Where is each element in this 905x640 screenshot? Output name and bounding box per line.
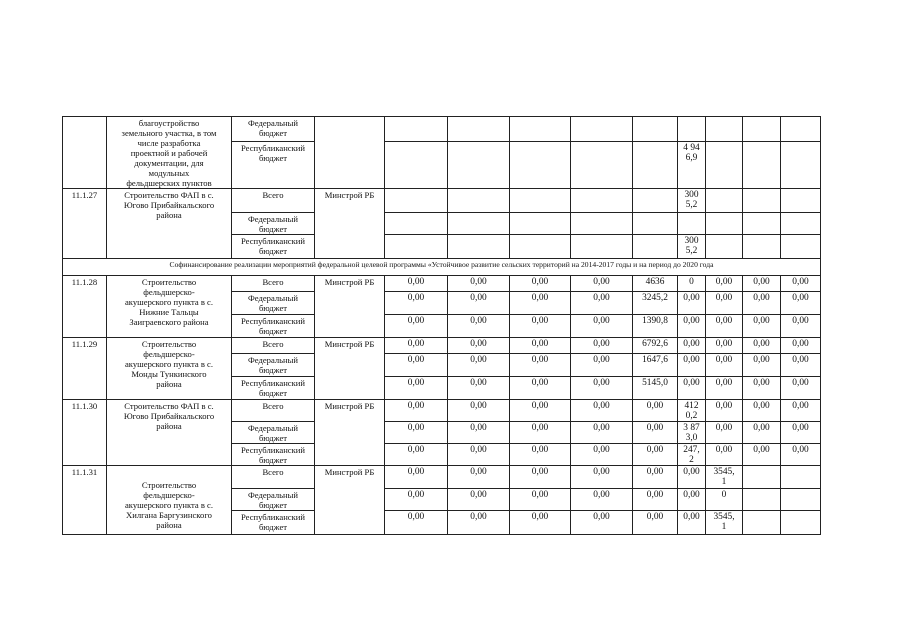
cell-line: фельдшерско- (143, 287, 195, 297)
table-cell: 0,00 (706, 422, 743, 444)
table-cell: 0,00 (678, 292, 706, 315)
funding-source (232, 466, 315, 489)
table-cell: 0,00 (743, 292, 781, 315)
cell-line: 6,9 (685, 153, 698, 163)
table-cell: 0,00 (706, 377, 743, 400)
table-cell (510, 189, 571, 213)
measure-name (107, 400, 232, 466)
cell-line: фельдшерских пунктов (126, 178, 212, 188)
cell-line: Федеральный (247, 214, 299, 224)
table-cell: 0,00 (448, 511, 510, 535)
cell-line: Республиканский (241, 143, 305, 153)
table-cell: 0,00 (385, 354, 448, 377)
table-cell: 3245,2 (633, 292, 678, 315)
table-cell (678, 235, 706, 259)
table-cell: 0,00 (385, 422, 448, 444)
table-cell (678, 444, 706, 466)
table-cell (633, 117, 678, 142)
funding-source (232, 422, 315, 444)
table-cell: 0,00 (743, 354, 781, 377)
table-cell: 0,00 (385, 292, 448, 315)
table-cell (448, 235, 510, 259)
table-cell: 0,00 (448, 338, 510, 354)
table-cell: 0,00 (385, 338, 448, 354)
cell-line: бюджет (258, 455, 288, 465)
budget-table (62, 116, 821, 535)
table-cell: Минстрой РБ (315, 400, 385, 466)
table-cell (678, 142, 706, 189)
table-cell: 0,00 (571, 354, 633, 377)
table-cell (781, 189, 821, 213)
table-cell: 0,00 (571, 422, 633, 444)
table-cell: 0,00 (633, 422, 678, 444)
table-cell: 0,00 (743, 377, 781, 400)
cell-line: акушерского пункта в с. (124, 359, 214, 369)
table-cell (706, 466, 743, 489)
funding-source (232, 511, 315, 535)
table-cell (678, 422, 706, 444)
table-cell: 0,00 (781, 400, 821, 422)
table-cell: 0,00 (385, 466, 448, 489)
cell-line: бюджет (258, 246, 288, 256)
table-cell: 0,00 (448, 422, 510, 444)
cell-line: бюджет (258, 500, 288, 510)
funding-source (232, 444, 315, 466)
cell-line: 1 (721, 522, 727, 532)
cell-line: Югово Прибайкальского (123, 200, 215, 210)
cell-line: Строительство (141, 339, 197, 349)
table-cell (781, 142, 821, 189)
table-cell (385, 189, 448, 213)
table-cell (448, 213, 510, 235)
table-cell (510, 142, 571, 189)
table-cell: 0,00 (510, 466, 571, 489)
table-cell (678, 117, 706, 142)
table-cell (781, 466, 821, 489)
table-cell (385, 235, 448, 259)
cell-line: Всего (262, 190, 284, 200)
table-cell: 0,00 (571, 444, 633, 466)
cell-line: бюджет (258, 365, 288, 375)
table-cell: 0,00 (781, 377, 821, 400)
cell-line: 3 87 (683, 423, 700, 433)
table-cell (781, 235, 821, 259)
cell-line: Всего (262, 339, 284, 349)
cell-line: 5,2 (685, 246, 698, 256)
table-cell (743, 235, 781, 259)
table-cell: 0,00 (678, 315, 706, 338)
table-cell (63, 117, 107, 189)
table-cell: 0,00 (448, 466, 510, 489)
table-cell: 0,00 (510, 489, 571, 511)
table-row (63, 117, 821, 142)
table-cell: Минстрой РБ (315, 466, 385, 535)
table-cell: 0,00 (510, 276, 571, 292)
table-cell: 0,00 (678, 511, 706, 535)
cell-line: 247, (683, 445, 700, 455)
funding-source (232, 400, 315, 422)
table-cell (448, 142, 510, 189)
cell-line: акушерского пункта в с. (124, 500, 214, 510)
table-cell: 0,00 (706, 354, 743, 377)
table-cell: 0,00 (633, 489, 678, 511)
table-cell (706, 117, 743, 142)
cell-line: Строительство ФАП в с. (124, 190, 214, 200)
cell-line: благоустройство (138, 118, 200, 128)
measure-name (107, 338, 232, 400)
funding-source (232, 142, 315, 189)
table-cell: 0,00 (448, 444, 510, 466)
cell-line: 3545, (713, 467, 735, 477)
table-cell: 0,00 (633, 400, 678, 422)
table-cell: 0,00 (571, 315, 633, 338)
table-cell: 0,00 (743, 422, 781, 444)
cell-line: района (156, 520, 182, 530)
table-cell: 1647,6 (633, 354, 678, 377)
cell-line: Югово Прибайкальского (123, 411, 215, 421)
table-cell: Минстрой РБ (315, 276, 385, 338)
funding-source (232, 315, 315, 338)
cell-line: Строительство (141, 277, 197, 287)
cell-line: бюджет (258, 303, 288, 313)
cell-line: земельного участка, в том (121, 128, 217, 138)
table-cell: 0,00 (510, 292, 571, 315)
cell-line: Федеральный (247, 490, 299, 500)
cell-line: акушерского пункта в с. (124, 297, 214, 307)
cell-line: Федеральный (247, 423, 299, 433)
table-cell: 0,00 (706, 292, 743, 315)
table-cell: 0,00 (781, 444, 821, 466)
funding-source (232, 276, 315, 292)
table-cell (571, 213, 633, 235)
table-cell (781, 213, 821, 235)
cell-line: 1 (721, 477, 727, 487)
cell-line: документации, для (134, 158, 204, 168)
table-cell (706, 189, 743, 213)
cell-line: Республиканский (241, 236, 305, 246)
table-cell (510, 235, 571, 259)
table-cell (706, 235, 743, 259)
table-cell (781, 511, 821, 535)
cell-line: Федеральный (247, 355, 299, 365)
table-cell (571, 189, 633, 213)
table-cell (706, 213, 743, 235)
cell-line: бюджет (258, 388, 288, 398)
table-cell: 0,00 (706, 276, 743, 292)
funding-source (232, 354, 315, 377)
table-cell: 0,00 (510, 400, 571, 422)
measure-name (107, 189, 232, 259)
table-cell (743, 213, 781, 235)
table-cell (510, 117, 571, 142)
funding-source (232, 213, 315, 235)
table-cell (633, 213, 678, 235)
table-row (63, 189, 821, 213)
table-cell: 0,00 (571, 276, 633, 292)
table-cell (678, 213, 706, 235)
funding-source (232, 489, 315, 511)
table-cell (448, 117, 510, 142)
table-cell (571, 235, 633, 259)
cell-line: Республиканский (241, 445, 305, 455)
table-cell: 0,00 (448, 292, 510, 315)
cell-line: района (156, 379, 182, 389)
table-row (63, 400, 821, 422)
cell-line: бюджет (258, 224, 288, 234)
cell-line: 300 (684, 190, 699, 200)
table-cell (385, 117, 448, 142)
cell-line: 2 (689, 455, 694, 465)
cell-line: Республиканский (241, 512, 305, 522)
funding-source (232, 189, 315, 213)
table-cell: 11.1.31 (63, 466, 107, 535)
cell-line: бюджет (258, 433, 288, 443)
table-cell (678, 400, 706, 422)
table-row (63, 466, 821, 489)
table-cell: 0,00 (743, 315, 781, 338)
table-cell: 0,00 (678, 354, 706, 377)
cell-line: Монды Тункинского (131, 369, 207, 379)
cell-line: бюджет (258, 128, 288, 138)
table-cell: 0,00 (633, 466, 678, 489)
table-cell (743, 511, 781, 535)
section-title-row (63, 259, 821, 276)
table-cell: 11.1.30 (63, 400, 107, 466)
table-row (63, 338, 821, 354)
funding-source (232, 117, 315, 142)
table-cell: 11.1.29 (63, 338, 107, 400)
table-cell: 0,00 (510, 315, 571, 338)
table-cell: 0,00 (448, 354, 510, 377)
table-cell: 0,00 (510, 377, 571, 400)
table-cell: 0,00 (510, 354, 571, 377)
table-cell: 0 (678, 276, 706, 292)
table-cell: 0,00 (385, 400, 448, 422)
table-cell: 0,00 (678, 338, 706, 354)
table-cell (385, 213, 448, 235)
table-cell: 0,00 (448, 276, 510, 292)
table-cell (743, 142, 781, 189)
cell-line: 300 (684, 236, 699, 246)
table-cell (706, 142, 743, 189)
table-row (63, 276, 821, 292)
cell-line: бюджет (258, 326, 288, 336)
cell-line: 3,0 (685, 433, 698, 443)
cell-line: бюджет (258, 153, 288, 163)
table-cell (633, 235, 678, 259)
table-cell (315, 117, 385, 189)
cell-line: Строительство (141, 480, 197, 490)
measure-name (107, 466, 232, 535)
table-cell (781, 489, 821, 511)
table-cell: 11.1.27 (63, 189, 107, 259)
cell-line: 3545, (713, 512, 735, 522)
table-cell: 0,00 (781, 338, 821, 354)
table-cell: 0,00 (571, 338, 633, 354)
table-cell: 0,00 (743, 338, 781, 354)
cell-line: 4 94 (683, 143, 700, 153)
table-cell: 0,00 (571, 400, 633, 422)
table-cell: 11.1.28 (63, 276, 107, 338)
table-cell (743, 489, 781, 511)
table-cell: 0,00 (571, 292, 633, 315)
table-cell: Минстрой РБ (315, 189, 385, 259)
table-cell (571, 142, 633, 189)
table-cell: 0,00 (448, 400, 510, 422)
table-cell: 0,00 (385, 489, 448, 511)
table-cell: 4636 (633, 276, 678, 292)
cell-line: Всего (262, 467, 284, 477)
table-cell: 0,00 (706, 338, 743, 354)
section-title: Софинансирование реализации мероприятий федеральной целевой программы «Устойчивое развитие сельских территорий на 2014-2017 годы и на период до 2020 года (63, 259, 821, 276)
cell-line: модульных (148, 168, 190, 178)
cell-line: бюджет (258, 522, 288, 532)
table-cell: 0,00 (571, 466, 633, 489)
table-cell: 0,00 (385, 444, 448, 466)
table-cell (448, 189, 510, 213)
table-cell: 0,00 (448, 315, 510, 338)
table-cell: 0,00 (678, 377, 706, 400)
table-cell: 0,00 (571, 489, 633, 511)
table-cell (571, 117, 633, 142)
table-cell: 0,00 (448, 489, 510, 511)
cell-line: фельдшерско- (143, 490, 195, 500)
table-cell: 0,00 (743, 444, 781, 466)
table-cell: 0,00 (781, 354, 821, 377)
measure-name (107, 276, 232, 338)
table-cell: 0,00 (781, 276, 821, 292)
table-cell (633, 189, 678, 213)
cell-line: фельдшерско- (143, 349, 195, 359)
table-cell: 0,00 (678, 489, 706, 511)
cell-line: Нижние Тальцы (139, 307, 199, 317)
cell-line: 412 (684, 401, 699, 411)
table-cell (743, 466, 781, 489)
table-cell: 1390,8 (633, 315, 678, 338)
table-cell: 0,00 (706, 400, 743, 422)
cell-line: Хилгана Баргузинского (126, 510, 212, 520)
cell-line: Республиканский (241, 378, 305, 388)
table-cell: 0,00 (510, 511, 571, 535)
table-cell: 0,00 (571, 511, 633, 535)
table-cell: 0,00 (510, 338, 571, 354)
table-cell (510, 213, 571, 235)
cell-line: 5,2 (685, 200, 698, 210)
cell-line: района (156, 421, 182, 431)
cell-line: района (156, 210, 182, 220)
table-cell: Минстрой РБ (315, 338, 385, 400)
cell-line: Строительство ФАП в с. (124, 401, 214, 411)
table-cell: 0,00 (385, 276, 448, 292)
funding-source (232, 338, 315, 354)
cell-line: Федеральный (247, 293, 299, 303)
cell-line: Республиканский (241, 316, 305, 326)
table-cell (781, 117, 821, 142)
measure-name (107, 117, 232, 189)
funding-source (232, 292, 315, 315)
table-cell: 0,00 (633, 511, 678, 535)
table-cell: 0,00 (510, 422, 571, 444)
table-cell: 0,00 (385, 377, 448, 400)
table-cell: 0,00 (571, 377, 633, 400)
cell-line: проектной и рабочей (130, 148, 208, 158)
table-cell: 6792,6 (633, 338, 678, 354)
table-cell (633, 142, 678, 189)
cell-line: Всего (262, 401, 284, 411)
table-cell: 0,00 (706, 444, 743, 466)
table-cell: 0,00 (781, 292, 821, 315)
cell-line: Всего (262, 277, 284, 287)
table-cell (706, 511, 743, 535)
table-cell: 0,00 (743, 276, 781, 292)
table-cell: 5145,0 (633, 377, 678, 400)
table-cell (678, 189, 706, 213)
table-cell (385, 142, 448, 189)
funding-source (232, 377, 315, 400)
cell-line: числе разработка (137, 138, 201, 148)
table-cell: 0,00 (781, 422, 821, 444)
table-cell: 0,00 (633, 444, 678, 466)
table-cell: 0,00 (678, 466, 706, 489)
table-cell (743, 117, 781, 142)
table-cell: 0,00 (781, 315, 821, 338)
funding-source (232, 235, 315, 259)
table-cell: 0 (706, 489, 743, 511)
table-cell: 0,00 (706, 315, 743, 338)
cell-line: Заиграевского района (129, 317, 209, 327)
cell-line: Федеральный (247, 118, 299, 128)
table-cell: 0,00 (385, 315, 448, 338)
table-cell: 0,00 (510, 444, 571, 466)
table-cell: 0,00 (448, 377, 510, 400)
cell-line: 0,2 (685, 411, 698, 421)
table-cell: 0,00 (743, 400, 781, 422)
table-cell (743, 189, 781, 213)
table-cell: 0,00 (385, 511, 448, 535)
